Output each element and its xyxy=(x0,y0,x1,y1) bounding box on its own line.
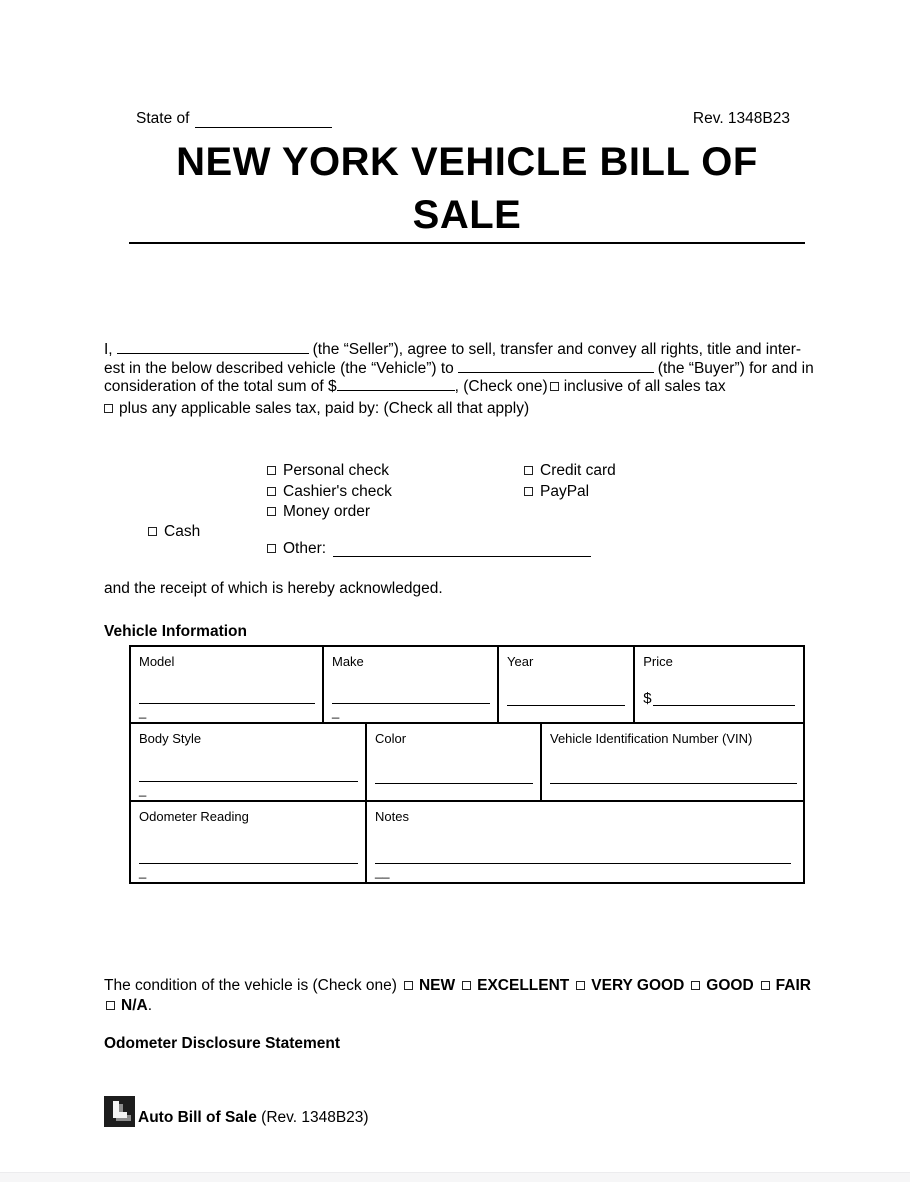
table-row xyxy=(131,647,803,724)
cash-label: Cash xyxy=(164,522,201,540)
condition-very-good-label: VERY GOOD xyxy=(591,977,685,994)
state-of-line xyxy=(136,110,332,128)
cashiers-check-label: Cashier's check xyxy=(283,482,392,500)
year-field[interactable] xyxy=(507,696,625,706)
payment-option-cashiers-check[interactable] xyxy=(267,482,392,501)
state-of-label: State of xyxy=(136,110,190,127)
odometer-field[interactable] xyxy=(139,854,358,864)
page-edge xyxy=(0,1172,910,1182)
payment-option-paypal[interactable] xyxy=(524,482,589,501)
receipt-acknowledgement: and the receipt of which is hereby acknowledged. xyxy=(104,580,443,597)
intro-paragraph xyxy=(104,340,824,418)
intro-line-3 xyxy=(104,377,824,396)
footer-text xyxy=(138,1109,369,1127)
plus-sales-tax-label: plus any applicable sales tax, paid by: (Check all that apply) xyxy=(119,399,530,417)
model-field-wrap: _ xyxy=(139,704,147,719)
odometer-label: Odometer Reading xyxy=(139,809,249,824)
price-field[interactable] xyxy=(653,696,795,706)
model-label: Model xyxy=(139,654,175,669)
table-row xyxy=(131,724,803,802)
personal-check-label: Personal check xyxy=(283,461,389,479)
condition-new-label: NEW xyxy=(418,977,456,994)
vin-field[interactable] xyxy=(550,774,797,784)
condition-excellent-label: EXCELLENT xyxy=(477,977,570,994)
model-cell xyxy=(131,647,324,722)
paypal-checkbox[interactable] xyxy=(524,487,533,496)
intro-text: (the “Seller”), agree to sell, transfer and convey all rights, title and inter- xyxy=(312,341,802,358)
page-title-line1: NEW YORK VEHICLE BILL OF xyxy=(176,140,758,184)
model-field[interactable] xyxy=(139,694,315,704)
other-checkbox[interactable] xyxy=(267,544,276,553)
payment-option-money-order[interactable] xyxy=(267,502,370,521)
plus-sales-tax-checkbox[interactable] xyxy=(104,404,113,413)
credit-card-label: Credit card xyxy=(540,461,616,479)
vin-cell xyxy=(542,724,805,800)
money-order-label: Money order xyxy=(283,502,371,520)
odometer-disclosure-heading: Odometer Disclosure Statement xyxy=(104,1035,341,1052)
odometer-field-wrap: _ xyxy=(139,864,147,879)
condition-good-label: GOOD xyxy=(706,977,754,994)
footer-revision: (Rev. 1348B23) xyxy=(261,1109,369,1126)
price-currency-symbol: $ xyxy=(643,690,652,707)
revision-label: Rev. 1348B23 xyxy=(692,110,790,127)
vehicle-information-heading: Vehicle Information xyxy=(104,623,247,640)
year-label: Year xyxy=(507,654,534,669)
notes-label: Notes xyxy=(375,809,409,824)
personal-check-checkbox[interactable] xyxy=(267,466,276,475)
condition-statement xyxy=(104,976,824,1015)
condition-line-1 xyxy=(104,976,824,996)
payment-option-other[interactable] xyxy=(267,539,591,558)
intro-text: , (Check one) xyxy=(454,378,548,395)
intro-text: (the “Buyer”) for and in xyxy=(657,359,814,377)
payment-option-personal-check[interactable] xyxy=(267,461,389,480)
body-style-field-wrap: _ xyxy=(139,782,147,797)
condition-na-checkbox[interactable] xyxy=(106,1001,115,1010)
other-payment-field[interactable] xyxy=(333,543,591,557)
document-header xyxy=(136,110,790,128)
make-cell xyxy=(324,647,499,722)
body-style-cell xyxy=(131,724,367,800)
table-row xyxy=(131,802,803,882)
make-field-wrap: _ xyxy=(332,704,340,719)
legal-templates-logo-icon xyxy=(104,1096,135,1127)
notes-field[interactable] xyxy=(375,854,791,864)
vehicle-information-table xyxy=(129,645,805,884)
intro-line-2 xyxy=(104,359,824,378)
sale-amount-field[interactable] xyxy=(337,377,455,391)
intro-text: I, xyxy=(104,341,113,358)
intro-text: est in the below described vehicle (the “Vehicle”) to xyxy=(104,359,454,377)
condition-fair-checkbox[interactable] xyxy=(761,981,770,990)
condition-excellent-checkbox[interactable] xyxy=(462,981,471,990)
payment-option-cash[interactable] xyxy=(148,522,200,541)
make-label: Make xyxy=(332,654,364,669)
intro-text: consideration of the total sum of $ xyxy=(104,378,337,395)
page-title xyxy=(129,136,805,242)
buyer-name-field[interactable] xyxy=(458,359,654,373)
price-label: Price xyxy=(643,654,673,669)
payment-option-credit-card[interactable] xyxy=(524,461,616,480)
condition-good-checkbox[interactable] xyxy=(691,981,700,990)
other-label: Other: xyxy=(283,539,327,557)
title-divider xyxy=(129,242,805,244)
body-style-field[interactable] xyxy=(139,772,358,782)
inclusive-sales-tax-checkbox[interactable] xyxy=(550,382,559,391)
state-name-field[interactable] xyxy=(195,111,332,128)
body-style-label: Body Style xyxy=(139,731,202,746)
cash-checkbox[interactable] xyxy=(148,527,157,536)
condition-line-2 xyxy=(104,996,824,1016)
condition-prefix: The condition of the vehicle is (Check one) xyxy=(104,977,397,994)
condition-suffix: . xyxy=(147,996,153,1014)
inclusive-sales-tax-label: inclusive of all sales tax xyxy=(563,378,726,395)
intro-line-4 xyxy=(104,400,824,419)
color-field[interactable] xyxy=(375,774,533,784)
notes-field-wrap: __ xyxy=(375,864,390,879)
vin-label: Vehicle Identification Number (VIN) xyxy=(550,731,753,746)
condition-fair-label: FAIR xyxy=(775,977,811,994)
page-title-line2: SALE xyxy=(412,193,522,237)
condition-new-checkbox[interactable] xyxy=(404,981,413,990)
color-cell xyxy=(367,724,542,800)
credit-card-checkbox[interactable] xyxy=(524,466,533,475)
paypal-label: PayPal xyxy=(540,482,590,500)
footer-brand: Auto Bill of Sale xyxy=(138,1109,257,1126)
odometer-cell xyxy=(131,802,367,882)
color-label: Color xyxy=(375,731,407,746)
intro-line-1 xyxy=(104,340,824,359)
make-field[interactable] xyxy=(332,694,490,704)
price-cell xyxy=(635,647,803,722)
money-order-checkbox[interactable] xyxy=(267,507,276,516)
condition-na-label: N/A xyxy=(121,996,148,1014)
seller-name-field[interactable] xyxy=(117,340,309,354)
condition-very-good-checkbox[interactable] xyxy=(576,981,585,990)
document-footer xyxy=(104,1096,369,1127)
notes-cell xyxy=(367,802,803,882)
year-cell xyxy=(499,647,635,722)
cashiers-check-checkbox[interactable] xyxy=(267,487,276,496)
